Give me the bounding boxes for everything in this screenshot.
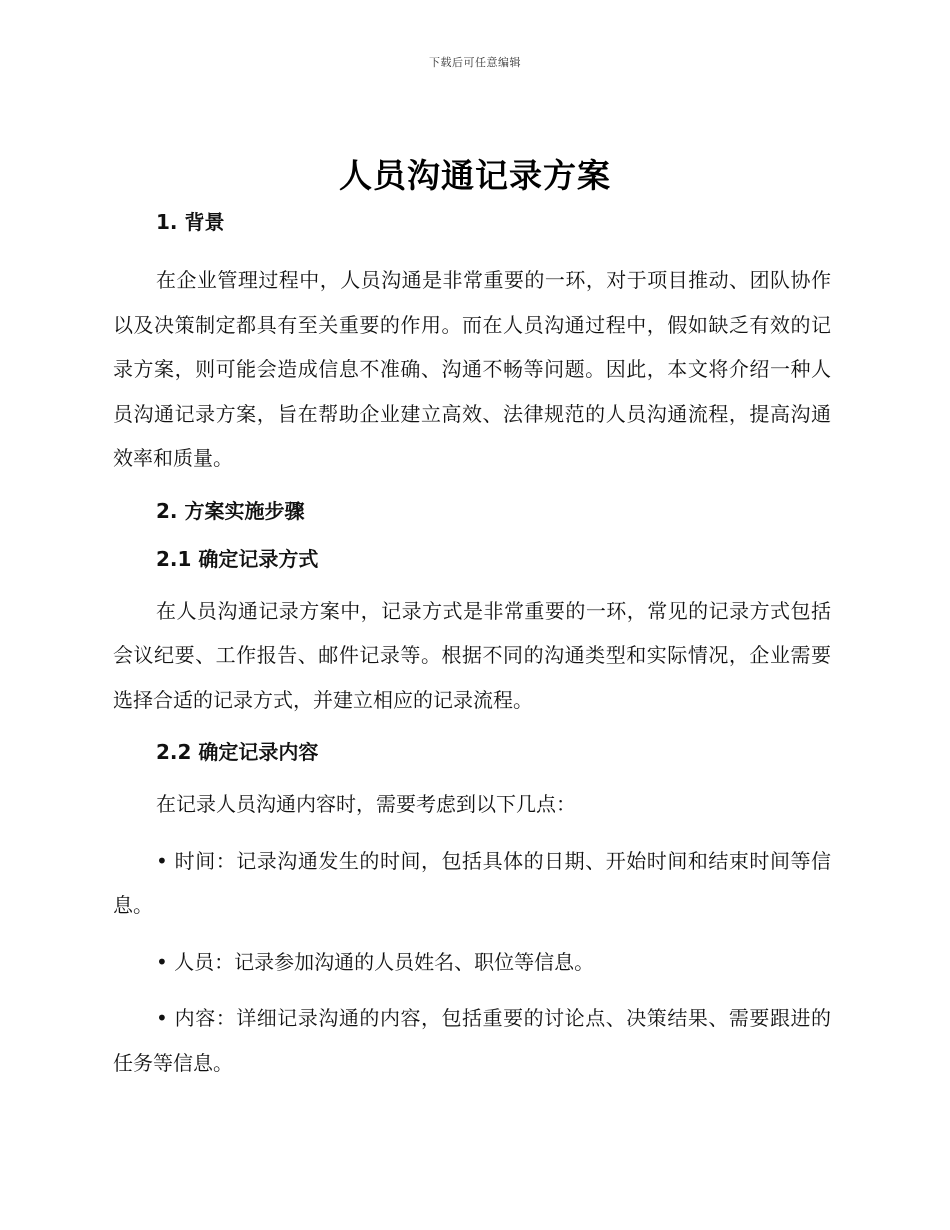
document-body (113, 204, 831, 1085)
record-method-paragraph: 在人员沟通记录方案中，记录方式是非常重要的一环，常见的记录方式包括会议纪要、工作报告、邮件记录等。根据不同的沟通类型和实际情况，企业需要选择合适的记录方式，并建立相应的记录流程。 (113, 598, 831, 712)
list-item-people: • 人员：记录参加沟通的人员姓名、职位等信息。 (156, 949, 595, 974)
background-paragraph: 在企业管理过程中，人员沟通是非常重要的一环，对于项目推动、团队协作以及决策制定都具有至关重要的作用。而在人员沟通过程中，假如缺乏有效的记录方案，则可能会造成信息不准确、沟通不畅等问题。因此，本文将介绍一种人员沟通记录方案，旨在帮助企业建立高效、法律规范的人员沟通流程，提高沟通效率和质量。 (113, 268, 831, 470)
section-heading-implementation: 2. 方案实施步骤 (156, 498, 305, 523)
list-item-time: • 时间：记录沟通发生的时间，包括具体的日期、开始时间和结束时间等信息。 (113, 848, 831, 917)
section-heading-record-method: 2.1 确定记录方式 (156, 546, 319, 571)
section-heading-record-content: 2.2 确定记录内容 (156, 740, 319, 764)
header-note: 下载后可任意编辑 (429, 56, 521, 69)
section-heading-background: 1. 背景 (156, 210, 225, 234)
document-title: 人员沟通记录方案 (339, 156, 611, 195)
record-content-intro: 在记录人员沟通内容时，需要考虑到以下几点： (156, 792, 576, 816)
list-item-content: • 内容：详细记录沟通的内容，包括重要的讨论点、决策结果、需要跟进的任务等信息。 (113, 1006, 831, 1075)
